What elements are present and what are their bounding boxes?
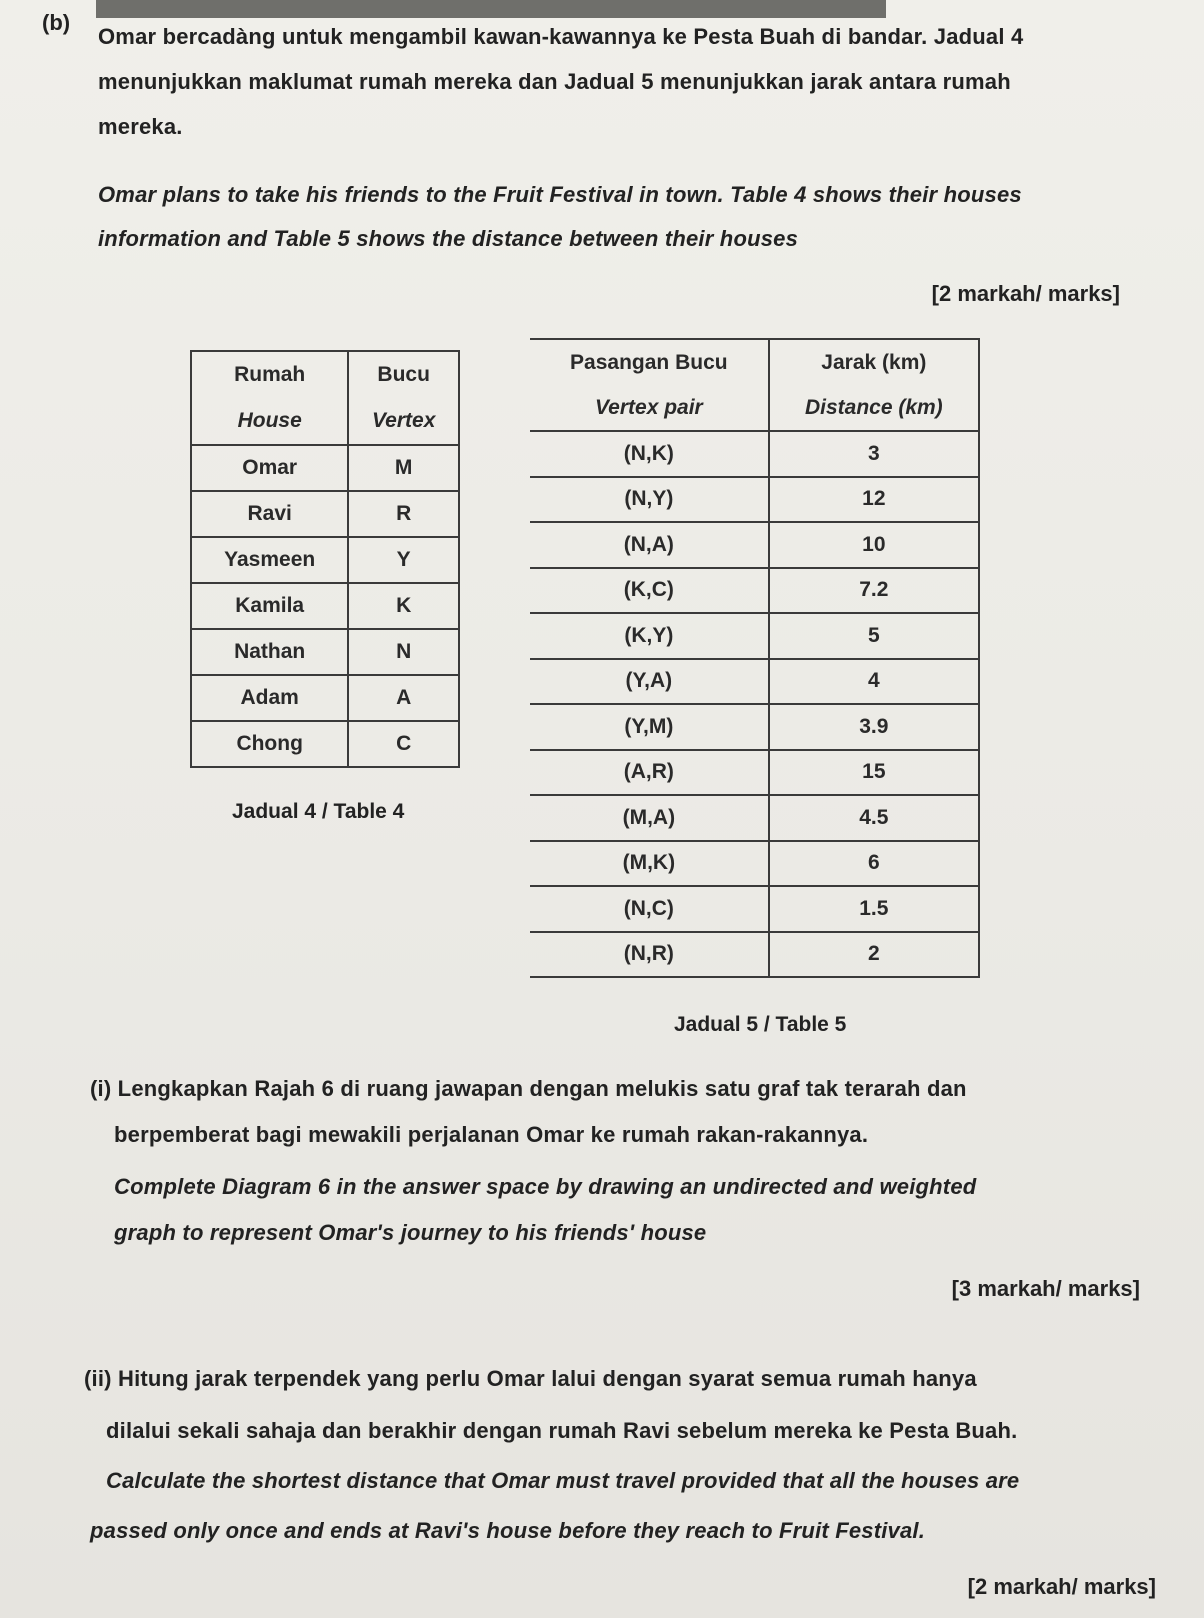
table4-header-english [191,398,459,445]
table5-header-distance-malay: Jarak (km) [769,339,979,385]
table5-pair-cell: (M,A) [530,795,769,841]
part-ii-english-line-1: Calculate the shortest distance that Omar must travel provided that all the houses are [106,1468,1020,1493]
table5-distance-cell: 5 [769,613,979,659]
table4-vertex-cell: K [348,583,459,629]
table5-distance-cell: 10 [769,522,979,568]
table-row [530,431,979,477]
table5-distance-cell: 2 [769,932,979,978]
table-row [530,704,979,750]
table-row [191,445,459,491]
table5-distance-cell: 3 [769,431,979,477]
table5-pair-cell: (Y,A) [530,659,769,705]
part-i-english-line-1: Complete Diagram 6 in the answer space by drawing an undirected and weighted [114,1174,977,1199]
table4-vertex-cell: R [348,491,459,537]
table4-vertex-cell: Y [348,537,459,583]
table4-vertex-cell: A [348,675,459,721]
part-ii-english-line-2: passed only once and ends at Ravi's house before they reach to Fruit Festival. [90,1518,926,1543]
table5-pair-cell: (A,R) [530,750,769,796]
vertex-distance-table [530,338,980,978]
table4-header-house-malay: Rumah [191,351,348,398]
table-row [191,583,459,629]
table5-distance-cell: 12 [769,477,979,523]
table5-header-english [530,385,979,431]
table5-pair-cell: (N,A) [530,522,769,568]
table5-header-malay [530,339,979,385]
table-row [530,613,979,659]
table-row [191,675,459,721]
table5-pair-cell: (N,Y) [530,477,769,523]
table4-caption: Jadual 4 / Table 4 [232,800,405,823]
table4-house-cell: Kamila [191,583,348,629]
part-ii-malay-line-2: dilalui sekali sahaja dan berakhir dengan rumah Ravi sebelum mereka ke Pesta Buah. [106,1418,1018,1443]
intro-malay-line-3: mereka. [98,114,183,139]
table-row [530,932,979,978]
table4-house-cell: Nathan [191,629,348,675]
table5-pair-cell: (N,K) [530,431,769,477]
intro-marks: [2 markah/ marks] [931,281,1120,306]
table5-distance-cell: 1.5 [769,886,979,932]
table4-house-cell: Omar [191,445,348,491]
part-ii-marks: [2 markah/ marks] [967,1574,1156,1599]
table-row [530,477,979,523]
table-row [191,537,459,583]
table5-pair-cell: (K,Y) [530,613,769,659]
part-i-malay-line-2: berpemberat bagi mewakili perjalanan Omar ke rumah rakan-rakannya. [114,1122,869,1147]
table-row [530,522,979,568]
table5-distance-cell: 7.2 [769,568,979,614]
house-vertex-table [190,350,460,768]
part-ii-malay-line-1: (ii) Hitung jarak terpendek yang perlu Omar lalui dengan syarat semua rumah hanya [84,1366,977,1391]
table4-header-house-english: House [191,398,348,445]
intro-english-line-1: Omar plans to take his friends to the Fruit Festival in town. Table 4 shows their houses [98,182,1022,207]
table-row [530,659,979,705]
table-row [191,721,459,767]
table5-pair-cell: (Y,M) [530,704,769,750]
table-row [530,795,979,841]
part-i-english-line-2: graph to represent Omar's journey to his friends' house [114,1220,707,1245]
table5-distance-cell: 4 [769,659,979,705]
intro-english-line-2: information and Table 5 shows the distance between their houses [98,226,799,251]
table4-header-malay [191,351,459,398]
table4-house-cell: Adam [191,675,348,721]
table5-caption: Jadual 5 / Table 5 [674,1013,847,1036]
table5-header-pair-malay: Pasangan Bucu [530,339,769,385]
table5-distance-cell: 3.9 [769,704,979,750]
table-row [530,750,979,796]
part-i-marks: [3 markah/ marks] [951,1276,1140,1301]
table5-distance-cell: 6 [769,841,979,887]
table5-pair-cell: (N,C) [530,886,769,932]
part-i-malay-line-1: (i) Lengkapkan Rajah 6 di ruang jawapan dengan melukis satu graf tak terarah dan [90,1076,967,1101]
table5-header-distance-english: Distance (km) [769,385,979,431]
question-label: (b) [42,10,71,35]
table4-vertex-cell: M [348,445,459,491]
table5-header-pair-english: Vertex pair [530,385,769,431]
table5-pair-cell: (M,K) [530,841,769,887]
intro-malay-line-2: menunjukkan maklumat rumah mereka dan Jadual 5 menunjukkan jarak antara rumah [98,69,1011,94]
table4-house-cell: Yasmeen [191,537,348,583]
table4-house-cell: Chong [191,721,348,767]
table4-house-cell: Ravi [191,491,348,537]
table5-distance-cell: 4.5 [769,795,979,841]
table-row [530,568,979,614]
table4-header-vertex-malay: Bucu [348,351,459,398]
table-row [191,629,459,675]
table4-header-vertex-english: Vertex [348,398,459,445]
table-row [191,491,459,537]
table5-pair-cell: (K,C) [530,568,769,614]
table-row [530,841,979,887]
table4-vertex-cell: N [348,629,459,675]
table5-distance-cell: 15 [769,750,979,796]
table-row [530,886,979,932]
intro-malay-line-1: Omar bercadàng untuk mengambil kawan-kawannya ke Pesta Buah di bandar. Jadual 4 [98,24,1024,49]
table5-pair-cell: (N,R) [530,932,769,978]
table4-vertex-cell: C [348,721,459,767]
